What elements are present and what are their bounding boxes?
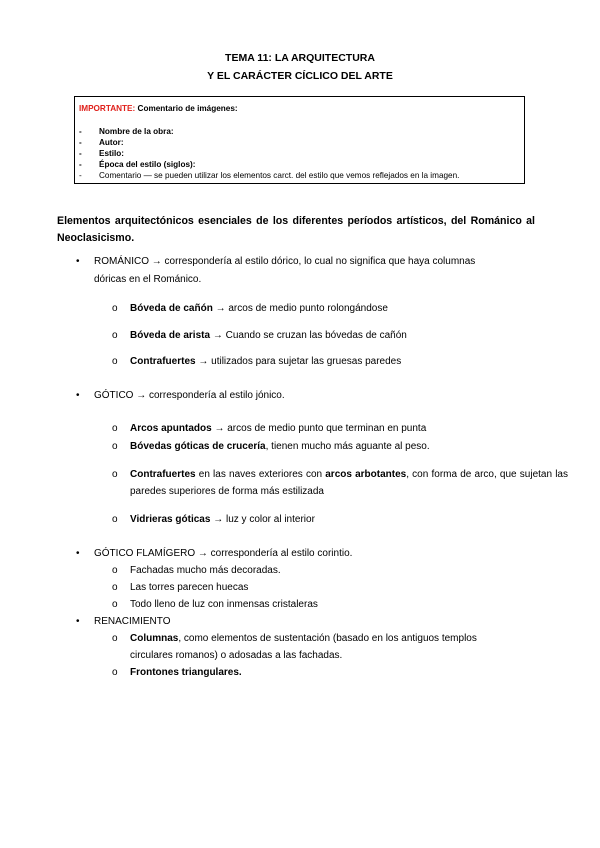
importante-item: - Nombre de la obra: bbox=[79, 127, 174, 136]
list-item: Las torres parecen huecas bbox=[130, 582, 249, 593]
list-item: Frontones triangulares. bbox=[130, 667, 242, 678]
bullet-icon: • bbox=[76, 256, 80, 267]
gotico-line-1: GÓTICO → correspondería al estilo jónico. bbox=[94, 390, 285, 401]
list-item: Contrafuertes → utilizados para sujetar las gruesas paredes bbox=[130, 356, 402, 367]
intro-heading: Elementos arquitectónicos esenciales de los diferentes períodos artísticos, del Románico al Neoclasicismo. bbox=[57, 215, 535, 244]
list-item: Bóveda de arista → Cuando se cruzan las bóvedas de cañón bbox=[130, 330, 407, 341]
sub-bullet-icon: o bbox=[112, 441, 118, 452]
list-item: Bóveda de cañón → arcos de medio punto rolongándose bbox=[130, 303, 388, 314]
sub-bullet-icon: o bbox=[112, 423, 118, 434]
bullet-icon: • bbox=[76, 390, 80, 401]
flamigero-line-1: GÓTICO FLAMÍGERO → correspondería al estilo corintio. bbox=[94, 548, 353, 559]
importante-item: - Autor: bbox=[79, 138, 124, 147]
sub-bullet-icon: o bbox=[112, 565, 118, 576]
sub-bullet-icon: o bbox=[112, 633, 118, 644]
importante-heading bbox=[79, 104, 238, 113]
sub-bullet-icon: o bbox=[112, 469, 118, 480]
importante-box bbox=[74, 96, 525, 184]
page-title-line-1: TEMA 11: LA ARQUITECTURA bbox=[225, 52, 375, 64]
sub-bullet-icon: o bbox=[112, 599, 118, 610]
sub-bullet-icon: o bbox=[112, 303, 118, 314]
list-item: Arcos apuntados → arcos de medio punto que terminan en punta bbox=[130, 423, 427, 434]
list-item: Fachadas mucho más decoradas. bbox=[130, 565, 281, 576]
importante-heading-text: Comentario de imágenes: bbox=[137, 104, 238, 113]
page-title-line-2: Y EL CARÁCTER CÍCLICO DEL ARTE bbox=[207, 70, 393, 82]
list-item: Bóvedas góticas de crucería, tienen mucho más aguante al peso. bbox=[130, 441, 430, 452]
importante-item: - Estilo: bbox=[79, 149, 125, 158]
sub-bullet-icon: o bbox=[112, 330, 118, 341]
list-item-continuation: circulares romanos) o adosadas a las fachadas. bbox=[130, 650, 343, 661]
list-item: Contrafuertes en las naves exteriores con arcos arbotantes, con forma de arco, que sujetan las paredes superiores de forma más estilizada bbox=[130, 469, 568, 497]
sub-bullet-icon: o bbox=[112, 356, 118, 367]
importante-label: IMPORTANTE: bbox=[79, 104, 136, 113]
list-item: Vidrieras góticas → luz y color al interior bbox=[130, 514, 315, 525]
bullet-icon: • bbox=[76, 548, 80, 559]
romanico-line-2: dóricas en el Románico. bbox=[94, 274, 202, 285]
list-item: Todo lleno de luz con inmensas cristaleras bbox=[130, 599, 318, 610]
importante-item: - Comentario — se pueden utilizar los elementos carct. del estilo que vemos reflejados en la imagen. bbox=[79, 171, 460, 180]
sub-bullet-icon: o bbox=[112, 514, 118, 525]
list-item: Columnas, como elementos de sustentación (basado en los antiguos templos bbox=[130, 633, 477, 644]
sub-bullet-icon: o bbox=[112, 667, 118, 678]
renacimiento-line-1: RENACIMIENTO bbox=[94, 616, 171, 627]
romanico-line-1: ROMÁNICO → correspondería al estilo dórico, lo cual no significa que haya columnas bbox=[94, 256, 476, 267]
bullet-icon: • bbox=[76, 616, 80, 627]
importante-item: - Época del estilo (siglos): bbox=[79, 160, 196, 169]
sub-bullet-icon: o bbox=[112, 582, 118, 593]
